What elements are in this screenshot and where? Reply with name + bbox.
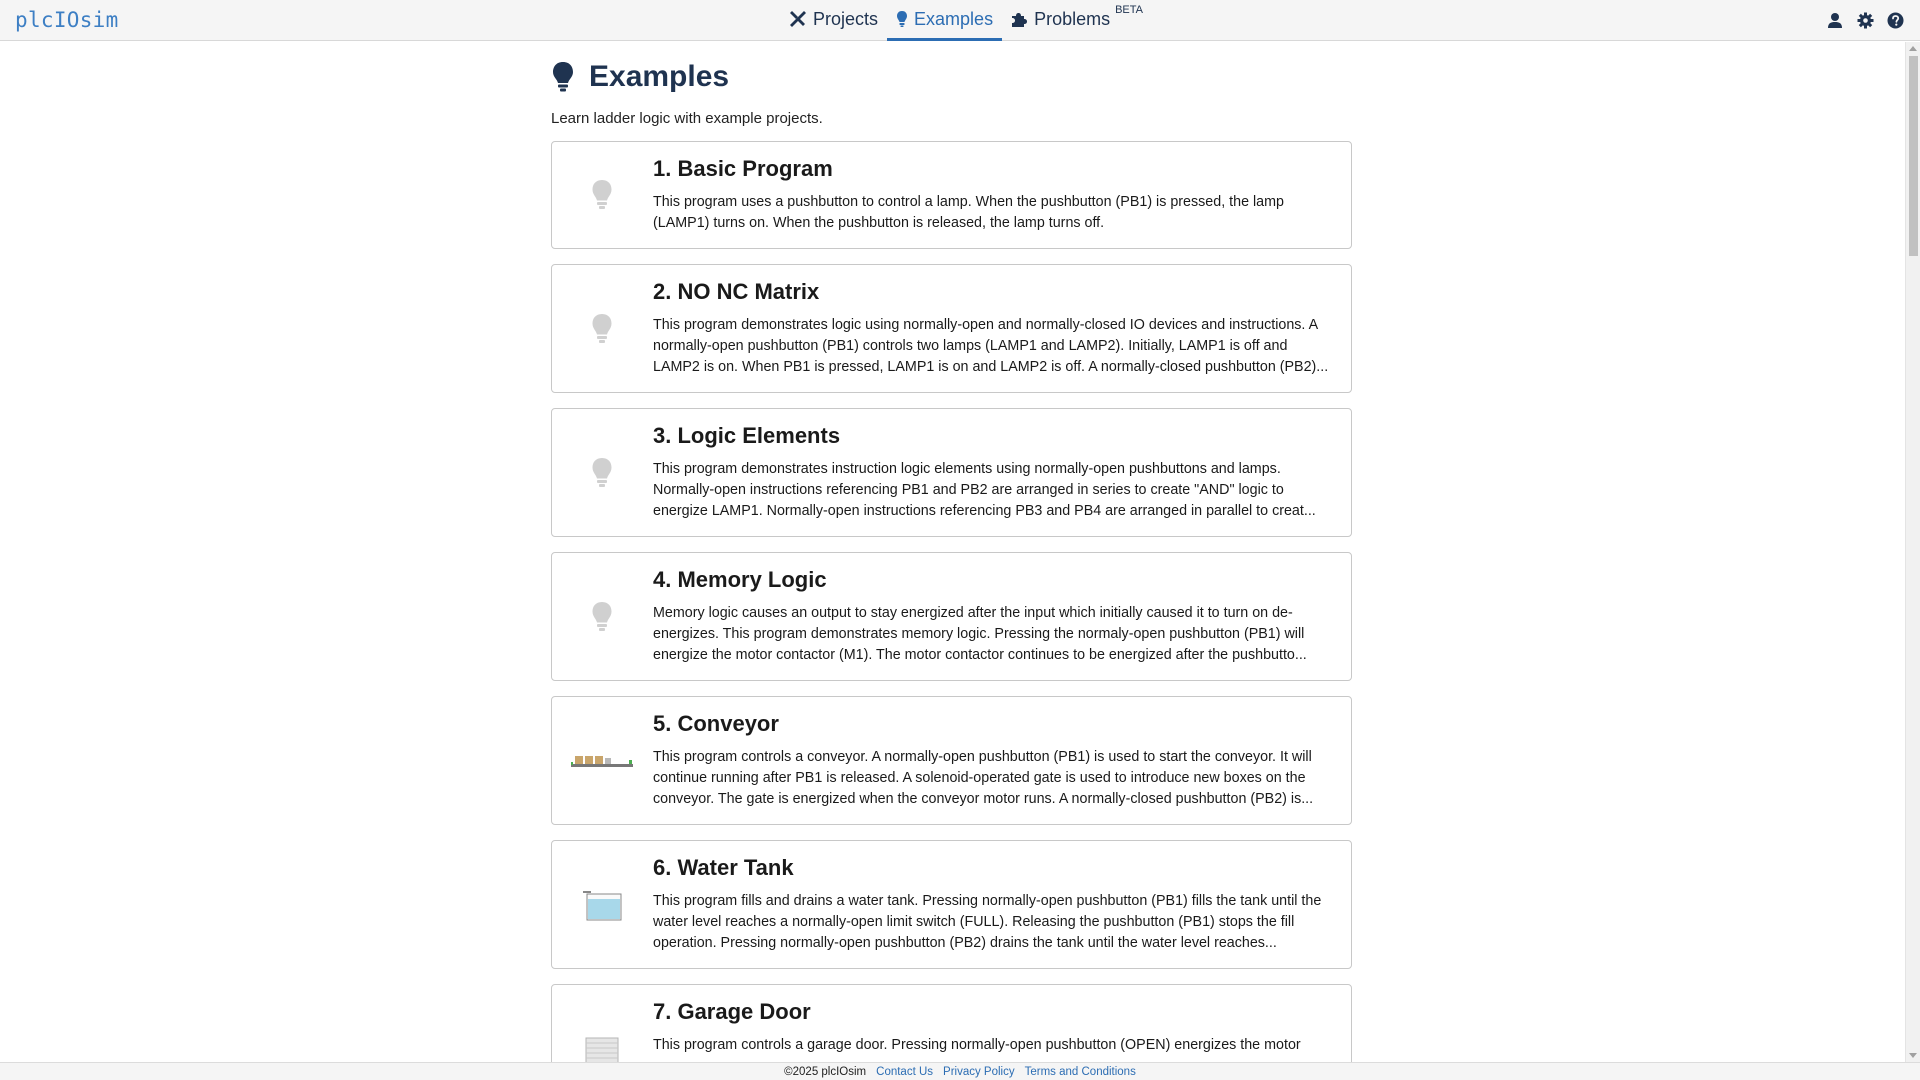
main-nav [780, 0, 1152, 41]
card-thumbnail [552, 409, 652, 536]
card-thumbnail [552, 985, 652, 1062]
card-description: This program uses a pushbutton to control a lamp. When the pushbutton (PB1) is pressed, the lamp (LAMP1) turns on. When the pushbutton is released, the lamp turns off. [653, 194, 1284, 231]
card-title: 4. Memory Logic [653, 567, 827, 592]
example-card-conveyor[interactable] [551, 696, 1352, 825]
nav-examples-label: Examples [914, 8, 994, 29]
card-thumbnail [552, 553, 652, 680]
footer-link-privacy[interactable]: Privacy Policy [943, 1065, 1015, 1078]
scroll-down-arrow[interactable] [1909, 1053, 1917, 1058]
settings-button[interactable] [1856, 12, 1874, 30]
beta-badge: BETA [1115, 4, 1144, 16]
card-thumbnail [552, 265, 652, 392]
user-button[interactable] [1826, 12, 1844, 30]
footer-link-terms[interactable]: Terms and Conditions [1024, 1065, 1136, 1078]
lightbulb-icon [591, 179, 613, 211]
scroll-up-arrow[interactable] [1909, 46, 1917, 51]
gear-icon [1857, 12, 1874, 29]
card-title: 6. Water Tank [653, 855, 794, 880]
nav-problems[interactable] [1002, 0, 1152, 41]
main-content [0, 42, 1905, 1062]
card-title: 1. Basic Program [653, 156, 833, 181]
card-title: 5. Conveyor [653, 711, 779, 736]
lightbulb-icon [591, 457, 613, 489]
example-card-logic-elements[interactable] [551, 408, 1352, 537]
page-title: Examples [589, 60, 730, 93]
nav-examples[interactable] [887, 0, 1002, 41]
nav-problems-label: Problems [1034, 8, 1111, 29]
card-title: 2. NO NC Matrix [653, 279, 820, 304]
card-thumbnail [552, 697, 652, 824]
footer-link-contact[interactable]: Contact Us [876, 1065, 934, 1078]
card-thumbnail [552, 142, 652, 248]
page-footer [0, 1062, 1920, 1080]
example-card-memory-logic[interactable] [551, 552, 1352, 681]
nav-projects-label: Projects [813, 8, 879, 29]
lightbulb-icon [591, 313, 613, 345]
page-header [551, 60, 729, 94]
user-icon [1827, 12, 1843, 29]
example-card-garage-door[interactable] [551, 984, 1352, 1062]
water-tank-icon [582, 889, 622, 921]
conveyor-icon [571, 754, 633, 768]
card-description: This program demonstrates logic using normally-open and normally-closed IO devices and instructions. A normally-open pushbutton (PB1) controls two lamps (LAMP1 and LAMP2). Initially, LAMP1 is off and LAMP2 is on. When PB1 is pressed, LAMP1 is on and LAMP2 is off. A normally-closed pushbutton (PB2)... [653, 317, 1329, 375]
lightbulb-icon [896, 10, 908, 28]
footer-copyright: ©2025 plcIOsim [784, 1065, 867, 1078]
scroll-thumb[interactable] [1909, 56, 1918, 256]
card-description: This program fills and drains a water tank. Pressing normally-open pushbutton (PB1) fills the tank until the water level reaches a normally-open limit switch (FULL). Releasing the pushbutton (PB1) stops the fill operation. Pressing normally-open pushbutton (PB2) drains the tank until the water level reaches... [653, 893, 1322, 951]
page-description: Learn ladder logic with example projects. [551, 110, 823, 127]
card-description: This program controls a conveyor. A normally-open pushbutton (PB1) is used to start the conveyor. It will continue running after PB1 is released. A solenoid-operated gate is used to introduce new boxes on the conveyor. The gate is energized when the conveyor motor runs. A normally-closed pushbutton (PB2) is... [653, 749, 1314, 807]
example-card-no-nc-matrix[interactable] [551, 264, 1352, 393]
card-title: 7. Garage Door [653, 999, 811, 1024]
card-description: This program demonstrates instruction logic elements using normally-open pushbuttons and lamps. Normally-open instructions referencing PB1 and PB2 are arranged in series to create "AND" logic to energize LAMP1. Normally-open instructions referencing PB3 and PB4 are arranged in parallel to creat... [653, 461, 1316, 519]
help-button[interactable] [1886, 12, 1904, 30]
puzzle-icon [1011, 11, 1028, 28]
page-scrollbar[interactable] [1905, 42, 1920, 1062]
lightbulb-icon [551, 61, 575, 93]
help-icon [1887, 12, 1904, 29]
nav-projects[interactable] [780, 0, 887, 41]
tools-icon [789, 10, 807, 28]
card-description: This program controls a garage door. Pressing normally-open pushbutton (OPEN) energizes the motor [653, 1037, 1301, 1053]
top-navbar [0, 0, 1920, 41]
lightbulb-icon [591, 601, 613, 633]
garage-door-icon [585, 1036, 619, 1063]
card-description: Memory logic causes an output to stay energized after the input which initially caused it to turn on de-energizes. This program demonstrates memory logic. Pressing the normaly-open pushbutton (PB1) will energize the motor contactor (M1). The motor contactor continues to be energized after the pushbutto... [653, 605, 1307, 663]
card-title: 3. Logic Elements [653, 423, 841, 448]
example-card-basic-program[interactable] [551, 141, 1352, 249]
example-card-water-tank[interactable] [551, 840, 1352, 969]
nav-right-icons [1826, 0, 1904, 41]
brand-logo[interactable]: plcIOsim [15, 8, 119, 32]
card-thumbnail [552, 841, 652, 968]
